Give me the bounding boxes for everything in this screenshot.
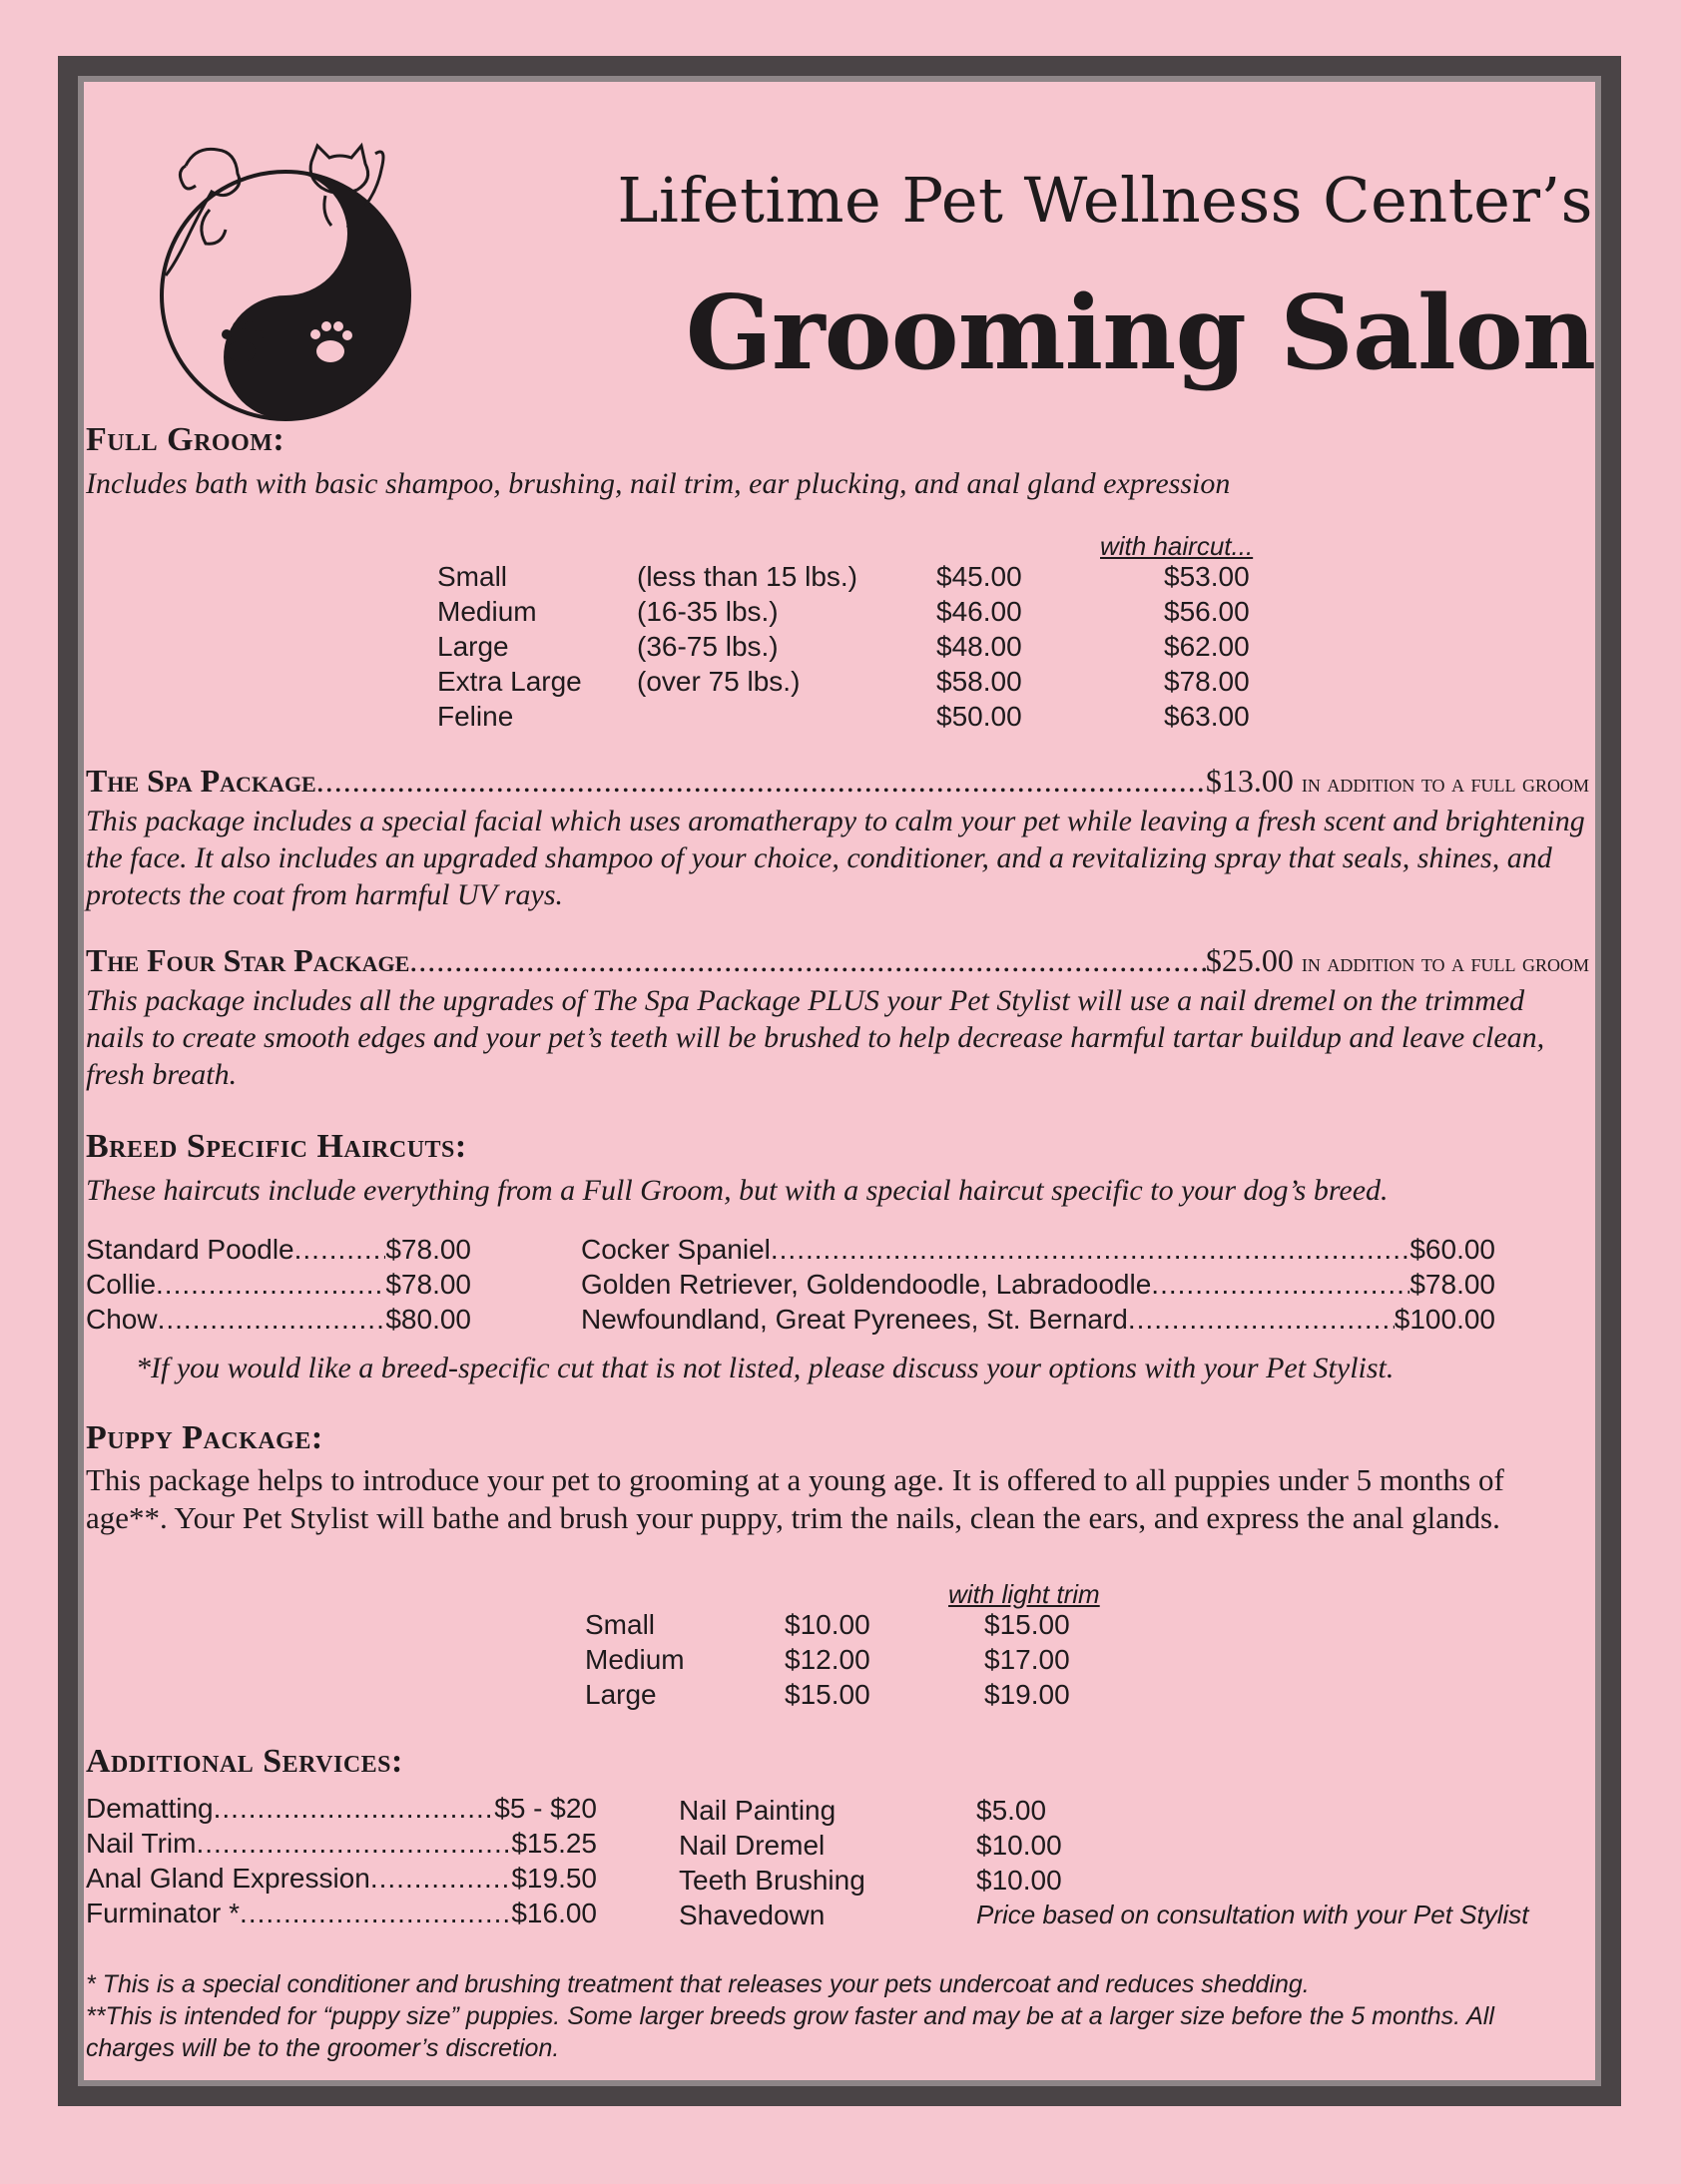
weight-cell: (less than 15 lbs.) xyxy=(637,561,857,592)
price-cell: $58.00 xyxy=(936,666,1022,697)
puppy-package-heading: Puppy Package: xyxy=(86,1419,323,1456)
leader-dots xyxy=(240,1896,511,1930)
haircut-header: with haircut... xyxy=(1100,531,1254,561)
item-price: $78.00 xyxy=(1409,1269,1495,1300)
weight-cell: (36-75 lbs.) xyxy=(637,631,779,662)
puppy-price-table xyxy=(585,1607,1104,1712)
four-star-package-name: The Four Star Package xyxy=(86,942,410,978)
page-title: Grooming Salon xyxy=(685,273,1595,393)
haircut-price-cell: $62.00 xyxy=(1164,631,1250,662)
price-cell: $15.00 xyxy=(785,1679,870,1710)
leader-dots xyxy=(409,942,1206,979)
price-cell: $48.00 xyxy=(936,631,1022,662)
size-cell: Feline xyxy=(437,701,514,732)
breed-item xyxy=(581,1267,1495,1302)
trim-price-cell: $19.00 xyxy=(984,1679,1070,1710)
item-price: $15.25 xyxy=(511,1828,597,1859)
leader-dots xyxy=(196,1826,511,1861)
item-name: Dematting xyxy=(86,1793,214,1824)
price-cell: $10.00 xyxy=(785,1609,870,1640)
weight-cell xyxy=(637,699,936,734)
haircut-price-cell: $78.00 xyxy=(1164,666,1250,697)
puppy-package-description: This package helps to introduce your pet to grooming at a young age. It is offered to all puppies under 5 months of age**. Your Pet Stylist will bathe and brush your puppy, trim the nails, clean the ears, and express the anal glands. xyxy=(86,1462,1504,1535)
four-star-package-description: This package includes all the upgrades of The Spa Package PLUS your Pet Stylist will use a nail dremel on the trimmed nails to create smooth edges and your pet’s teeth will be brushed to help decrease harmful tartar buildup and leave clean, fresh breath. xyxy=(86,984,1545,1091)
size-cell: Small xyxy=(437,561,508,592)
full-groom-price-table xyxy=(437,559,1284,734)
leader-dots xyxy=(771,1232,1409,1267)
item-price: Price based on consultation with your Pet Stylist xyxy=(976,1900,1529,1929)
haircut-price-cell: $53.00 xyxy=(1164,561,1250,592)
size-cell: Medium xyxy=(437,596,537,627)
full-groom-row xyxy=(437,594,1284,629)
breed-haircuts-note: *If you would like a breed-specific cut that is not listed, please discuss your options with your Pet Stylist. xyxy=(136,1352,1395,1384)
four-star-package-suffix: in addition to a full groom xyxy=(1301,948,1589,977)
leader-dots xyxy=(158,1302,386,1337)
item-name: Chow xyxy=(86,1304,158,1335)
breed-item xyxy=(86,1267,471,1302)
size-cell: Large xyxy=(437,631,509,662)
item-price: $10.00 xyxy=(976,1830,1062,1861)
item-name: Anal Gland Expression xyxy=(86,1863,370,1894)
size-cell: Medium xyxy=(585,1644,685,1675)
page-frame xyxy=(58,56,1621,2106)
leader-dots xyxy=(214,1791,495,1826)
breed-haircuts-description: These haircuts include everything from a Full Groom, but with a special haircut specific to your dog’s breed. xyxy=(86,1174,1389,1207)
haircut-price-cell: $63.00 xyxy=(1164,701,1250,732)
service-item xyxy=(679,1898,1529,1932)
puppy-row xyxy=(585,1607,1104,1642)
price-cell: $45.00 xyxy=(936,561,1022,592)
item-name: Standard Poodle xyxy=(86,1234,294,1265)
leader-dots xyxy=(370,1861,512,1896)
size-cell: Extra Large xyxy=(437,666,582,697)
item-price: $78.00 xyxy=(385,1234,471,1265)
haircut-price-cell: $56.00 xyxy=(1164,596,1250,627)
full-groom-row xyxy=(437,699,1284,734)
pet-yin-yang-logo xyxy=(126,126,415,425)
item-price: $19.50 xyxy=(511,1863,597,1894)
item-price: $78.00 xyxy=(385,1269,471,1300)
item-price: $100.00 xyxy=(1394,1304,1495,1335)
breed-item xyxy=(581,1302,1495,1337)
item-name: Golden Retriever, Goldendoodle, Labradoodle xyxy=(581,1269,1152,1300)
breed-list-right xyxy=(581,1232,1495,1337)
price-cell: $50.00 xyxy=(936,701,1022,732)
trim-price-cell: $15.00 xyxy=(984,1609,1070,1640)
breed-list-left xyxy=(86,1232,471,1337)
services-list-right xyxy=(679,1793,1529,1932)
breed-item xyxy=(86,1302,471,1337)
full-groom-heading: Full Groom: xyxy=(86,421,285,458)
four-star-package-price: $25.00 xyxy=(1205,942,1294,978)
services-list-left xyxy=(86,1791,597,1930)
leader-dots xyxy=(316,763,1206,800)
spa-package-name: The Spa Package xyxy=(86,763,316,799)
size-cell: Small xyxy=(585,1609,656,1640)
breed-haircuts-heading: Breed Specific Haircuts: xyxy=(86,1128,467,1165)
puppy-row xyxy=(585,1642,1104,1677)
light-trim-header: with light trim xyxy=(948,1579,1100,1609)
item-name: Furminator * xyxy=(86,1898,241,1928)
item-name: Nail Trim xyxy=(86,1828,197,1859)
item-price: $5 - $20 xyxy=(494,1793,597,1824)
breed-item xyxy=(581,1232,1495,1267)
item-name: Cocker Spaniel xyxy=(581,1234,771,1265)
item-price: $60.00 xyxy=(1409,1234,1495,1265)
item-name: Nail Painting xyxy=(679,1795,837,1826)
full-groom-row xyxy=(437,559,1284,594)
spa-package-line xyxy=(86,763,1589,800)
full-groom-row xyxy=(437,629,1284,664)
item-name: Nail Dremel xyxy=(679,1830,826,1861)
leader-dots xyxy=(156,1267,385,1302)
leader-dots xyxy=(294,1232,386,1267)
puppy-row xyxy=(585,1677,1104,1712)
spa-package-description: This package includes a special facial which uses aromatherapy to calm your pet while leaving a fresh scent and brightening the face. It also includes an upgraded shampoo of your choice, conditioner, and a revitalizing spray that seals, shines, and protects the coat from harmful UV rays. xyxy=(86,805,1585,911)
item-price: $10.00 xyxy=(976,1865,1062,1896)
leader-dots xyxy=(1151,1267,1409,1302)
item-price: $80.00 xyxy=(385,1304,471,1335)
leader-dots xyxy=(1128,1302,1395,1337)
size-cell: Large xyxy=(585,1679,657,1710)
service-item xyxy=(86,1791,597,1826)
four-star-package-line xyxy=(86,942,1589,979)
service-item xyxy=(679,1793,1529,1828)
center-title: Lifetime Pet Wellness Center’s xyxy=(617,164,1593,237)
service-item xyxy=(86,1826,597,1861)
item-name: Collie xyxy=(86,1269,157,1300)
item-name: Teeth Brushing xyxy=(679,1865,865,1896)
spa-package-suffix: in addition to a full groom xyxy=(1301,769,1589,798)
full-groom-row xyxy=(437,664,1284,699)
full-groom-description: Includes bath with basic shampoo, brushing, nail trim, ear plucking, and anal gland expression xyxy=(86,467,1231,500)
item-name: Newfoundland, Great Pyrenees, St. Bernard xyxy=(581,1304,1128,1335)
price-cell: $12.00 xyxy=(785,1644,870,1675)
price-cell: $46.00 xyxy=(936,596,1022,627)
service-item xyxy=(679,1863,1529,1898)
trim-price-cell: $17.00 xyxy=(984,1644,1070,1675)
service-item xyxy=(86,1861,597,1896)
weight-cell: (16-35 lbs.) xyxy=(637,596,779,627)
service-item xyxy=(86,1896,597,1930)
additional-services-heading: Additional Services: xyxy=(86,1743,403,1780)
footnote-puppy-size: **This is intended for “puppy size” puppies. Some larger breeds grow faster and may be at a larger size before the 5 months. All charges will be to the groomer’s discretion. xyxy=(86,2002,1494,2062)
weight-cell: (over 75 lbs.) xyxy=(637,666,801,697)
spa-package-price: $13.00 xyxy=(1205,763,1294,799)
item-price: $16.00 xyxy=(511,1898,597,1928)
item-price: $5.00 xyxy=(976,1795,1047,1826)
breed-item xyxy=(86,1232,471,1267)
footnote-furminator: * This is a special conditioner and brushing treatment that releases your pets undercoat and reduces shedding. xyxy=(86,1970,1310,1998)
service-item xyxy=(679,1828,1529,1863)
item-name: Shavedown xyxy=(679,1900,826,1930)
